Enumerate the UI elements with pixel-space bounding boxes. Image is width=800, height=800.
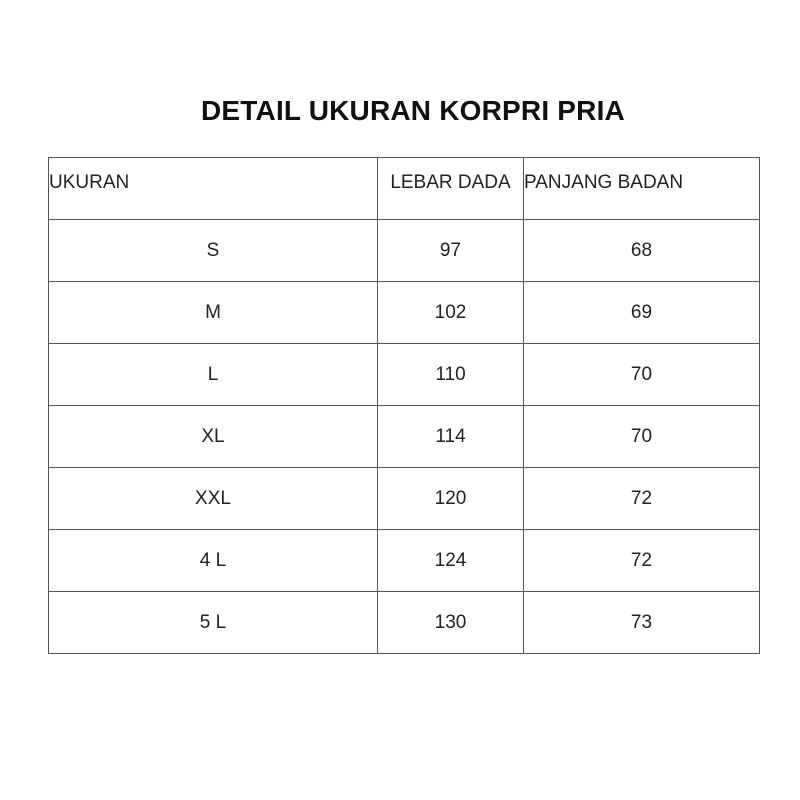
page-title: DETAIL UKURAN KORPRI PRIA: [201, 95, 625, 126]
table-row: [49, 344, 760, 406]
body-length-cell: 70: [524, 406, 760, 468]
body-length-cell: 68: [524, 220, 760, 282]
chest-width-cell: 102: [378, 282, 524, 344]
table-row: [49, 220, 760, 282]
chest-width-cell: 97: [378, 220, 524, 282]
body-length-cell: 72: [524, 468, 760, 530]
table-row: [49, 592, 760, 654]
column-header-chest-width: LEBAR DADA: [378, 158, 524, 220]
column-header-size: UKURAN: [49, 158, 378, 220]
table-row: [49, 530, 760, 592]
size-cell: S: [49, 220, 378, 282]
table-row: [49, 468, 760, 530]
chest-width-cell: 110: [378, 344, 524, 406]
size-cell: XXL: [49, 468, 378, 530]
chest-width-cell: 124: [378, 530, 524, 592]
size-table: [48, 157, 760, 654]
size-cell: M: [49, 282, 378, 344]
table-header-row: [49, 158, 760, 220]
size-cell: 5 L: [49, 592, 378, 654]
table-row: [49, 282, 760, 344]
size-cell: L: [49, 344, 378, 406]
size-cell: XL: [49, 406, 378, 468]
body-length-cell: 72: [524, 530, 760, 592]
body-length-cell: 69: [524, 282, 760, 344]
size-cell: 4 L: [49, 530, 378, 592]
body-length-cell: 70: [524, 344, 760, 406]
chest-width-cell: 130: [378, 592, 524, 654]
column-header-body-length: PANJANG BADAN: [524, 158, 760, 220]
chest-width-cell: 114: [378, 406, 524, 468]
chest-width-cell: 120: [378, 468, 524, 530]
body-length-cell: 73: [524, 592, 760, 654]
table-row: [49, 406, 760, 468]
